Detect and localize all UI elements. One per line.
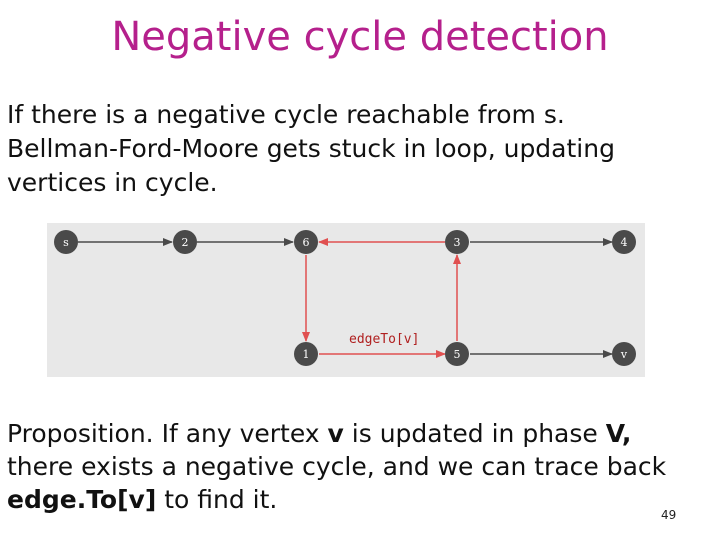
node-label: s [63, 236, 69, 249]
node-2 [173, 230, 197, 254]
proposition-text [7, 417, 717, 516]
prop-edgeto-code: edge.To[v] [7, 485, 157, 514]
node-label: 6 [302, 236, 310, 249]
node-s [54, 230, 78, 254]
node-label: 4 [620, 236, 628, 249]
node-label: 2 [181, 236, 189, 249]
prop-line-2: there exists a negative cycle, and we can trace back [7, 452, 667, 481]
node-label: 3 [453, 236, 461, 249]
prop-text-a: Proposition. If any vertex [7, 419, 328, 448]
prop-line-3 [7, 483, 717, 516]
prop-line-1 [7, 417, 717, 450]
graph-diagram [47, 223, 645, 377]
prop-var-v: v [327, 419, 344, 448]
prop-text-c: to find it. [156, 485, 278, 514]
node-label: 1 [302, 348, 310, 361]
graph-svg [47, 223, 645, 377]
edge-to-label: edgeTo[v] [349, 332, 420, 347]
node-1 [294, 342, 318, 366]
node-label: v [620, 348, 628, 361]
node-v [612, 342, 636, 366]
intro-text [7, 98, 707, 200]
intro-line-1: If there is a negative cycle reachable from s. [7, 100, 565, 129]
intro-line-3: vertices in cycle. [7, 168, 218, 197]
node-6 [294, 230, 318, 254]
node-label: 5 [453, 348, 461, 361]
prop-text-b: is updated in phase [343, 419, 606, 448]
node-3 [445, 230, 469, 254]
page-number: 49 [661, 508, 677, 522]
slide-title: Negative cycle detection [111, 14, 609, 60]
node-4 [612, 230, 636, 254]
prop-var-V: V, [605, 419, 632, 448]
node-5 [445, 342, 469, 366]
intro-line-2: Bellman-Ford-Moore gets stuck in loop, updating [7, 134, 615, 163]
